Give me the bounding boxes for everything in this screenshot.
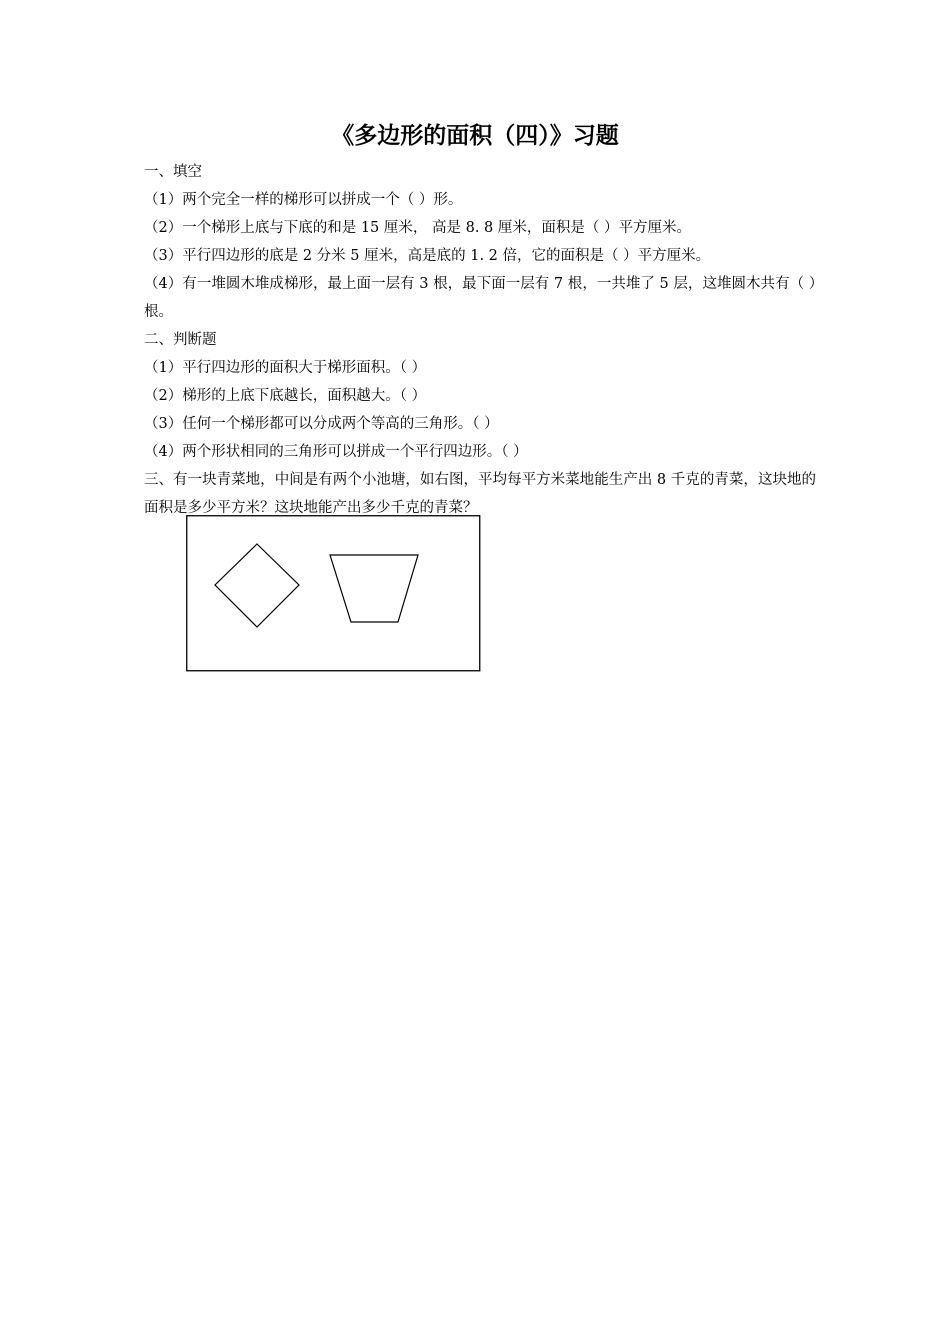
- true-false-question-4: （4）两个形状相同的三角形可以拼成一个平行四边形。（ ）: [144, 444, 528, 460]
- vegetable-field-figure: [186, 515, 482, 673]
- true-false-question-3: （3）任何一个梯形都可以分成两个等高的三角形。（ ）: [144, 416, 499, 432]
- fill-in-question-4: （4）有一堆圆木堆成梯形，最上面一层有 3 根，最下面一层有 7 根，一共堆了 5 层，这堆圆木共有（ ）根。: [144, 276, 816, 320]
- word-problem-question: 三、有一块青菜地，中间是有两个小池塘，如右图，平均每平方米菜地能生产出 8 千克的青菜，这块地的面积是多少平方米？这块地能产出多少千克的青菜？: [144, 472, 816, 516]
- fill-in-question-2: （2）一个梯形上底与下底的和是 15 厘米， 高是 8. 8 厘米，面积是（ ）平方厘米。: [144, 220, 691, 236]
- fill-in-question-1: （1）两个完全一样的梯形可以拼成一个（ ）形。: [144, 192, 463, 208]
- page-title: 《多边形的面积（四）》习题: [331, 123, 619, 149]
- trapezoid-pond-shape: [330, 555, 418, 622]
- section-fill-in-heading: 一、填空: [144, 164, 202, 180]
- true-false-question-2: （2）梯形的上底下底越长，面积越大。（ ）: [144, 388, 427, 404]
- square-pond-shape: [215, 544, 299, 627]
- exercise-content: [144, 158, 816, 522]
- section-true-false-heading: 二、判断题: [144, 332, 217, 348]
- true-false-question-1: （1）平行四边形的面积大于梯形面积。（ ）: [144, 360, 427, 376]
- fill-in-question-3: （3）平行四边形的底是 2 分米 5 厘米，高是底的 1. 2 倍，它的面积是（ ）平方厘米。: [144, 248, 711, 264]
- field-rectangle: [187, 516, 480, 671]
